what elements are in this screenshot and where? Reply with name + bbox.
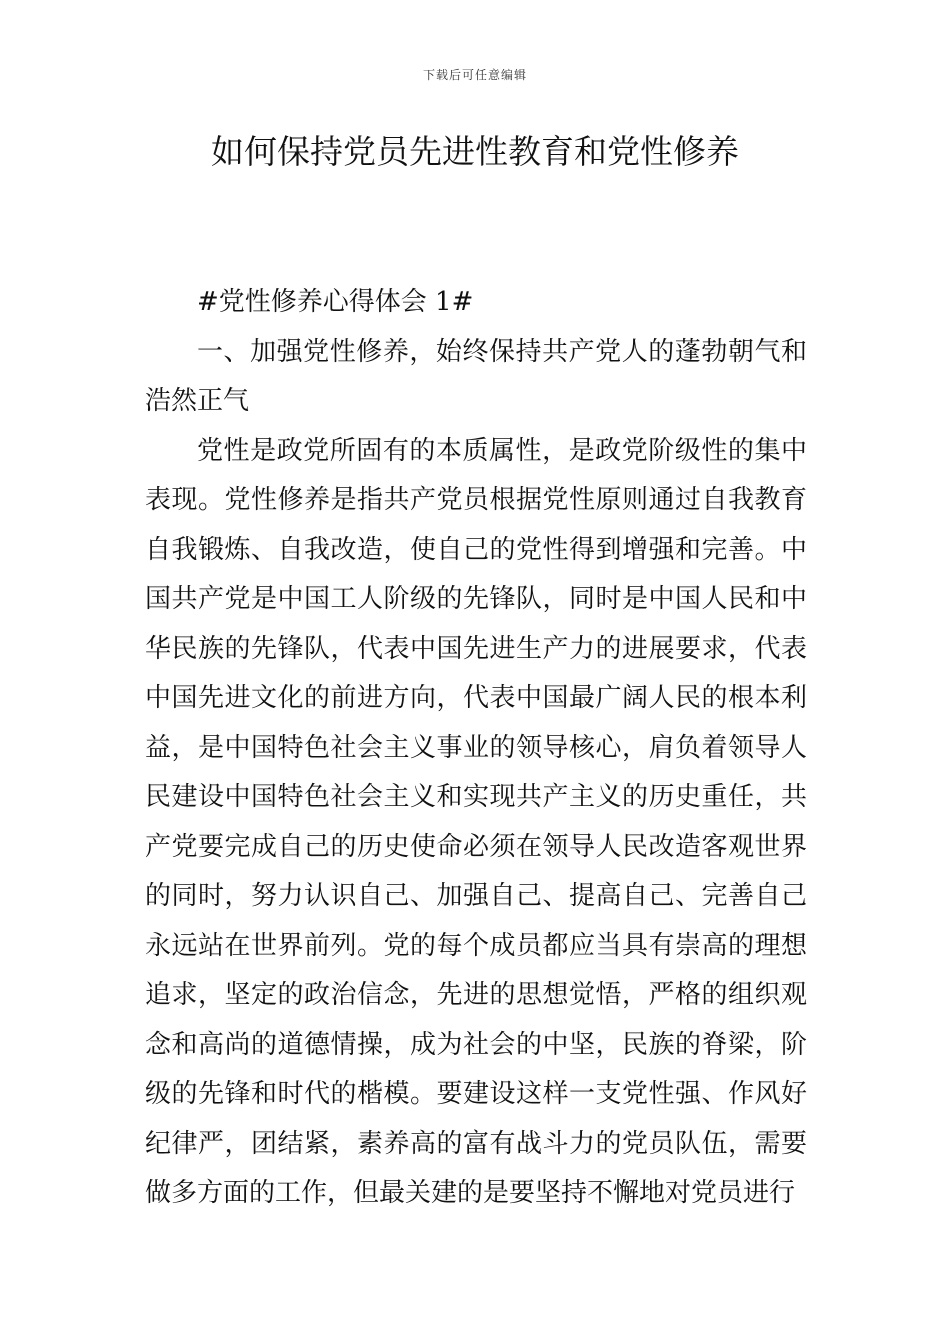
section-marker: #党性修养心得体会 1# (197, 287, 474, 317)
header-note: 下载后可任意编辑 (422, 68, 527, 82)
document-title: 如何保持党员先进性教育和党性修养 (211, 132, 739, 171)
section-heading: 一、加强党性修养，始终保持共产党人的蓬勃朝气和浩然正气 (145, 336, 807, 416)
document-body (145, 278, 807, 1219)
body-paragraph: 党性是政党所固有的本质属性，是政党阶级性的集中表现。党性修养是指共产党员根据党性原则通过自我教育自我锻炼、自我改造，使自己的党性得到增强和完善。中国共产党是中国工人阶级的先锋队，同时是中国人民和中华民族的先锋队，代表中国先进生产力的进展要求，代表中国先进文化的前进方向，代表中国最广阔人民的根本利益，是中国特色社会主义事业的领导核心，肩负着领导人民建设中国特色社会主义和实现共产主义的历史重任，共产党要完成自己的历史使命必须在领导人民改造客观世界的同时，努力认识自己、加强自己、提高自己、完善自己永远站在世界前列。党的每个成员都应当具有崇高的理想追求，坚定的政治信念，先进的思想觉悟，严格的组织观念和高尚的道德情操，成为社会的中坚，民族的脊梁，阶级的先锋和时代的楷模。要建设这样一支党性强、作风好纪律严，团结紧，素养高的富有战斗力的党员队伍，需要做多方面的工作，但最关建的是要坚持不懈地对党员进行 (145, 435, 807, 1208)
